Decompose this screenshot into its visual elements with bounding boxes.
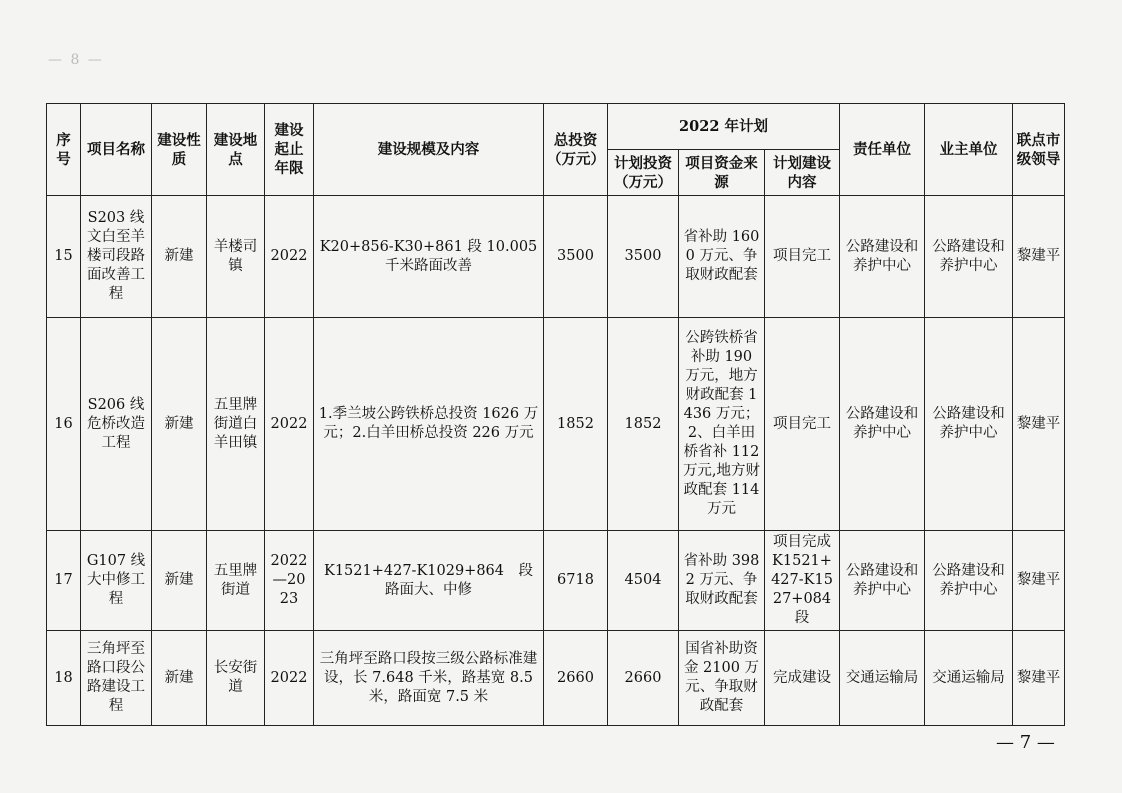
cell-period: 2022 — [265, 318, 314, 531]
cell-plan-content: 完成建设 — [765, 631, 840, 726]
cell-responsible: 公路建设和养护中心 — [840, 531, 925, 631]
cell-plan-content: 项目完工 — [765, 318, 840, 531]
cell-name: S203 线文白至羊楼司段路面改善工程 — [81, 196, 152, 318]
cell-location: 羊楼司镇 — [207, 196, 265, 318]
cell-plan-content: 项目完工 — [765, 196, 840, 318]
cell-owner: 公路建设和养护中心 — [925, 196, 1013, 318]
header-period: 建设起止年限 — [265, 104, 314, 196]
cell-fund-source: 省补助 3982 万元、争取财政配套 — [679, 531, 765, 631]
top-page-mark: — 8 — — [48, 52, 104, 68]
cell-leader: 黎建平 — [1013, 196, 1065, 318]
cell-plan-invest: 3500 — [608, 196, 679, 318]
cell-leader: 黎建平 — [1013, 318, 1065, 531]
cell-plan-content: 项目完成 K1521+427-K1527+084 段 — [765, 531, 840, 631]
cell-fund-source: 国省补助资金 2100 万元、争取财政配套 — [679, 631, 765, 726]
cell-seq: 18 — [47, 631, 81, 726]
cell-owner: 交通运输局 — [925, 631, 1013, 726]
header-responsible: 责任单位 — [840, 104, 925, 196]
cell-nature: 新建 — [152, 631, 207, 726]
cell-leader: 黎建平 — [1013, 631, 1065, 726]
cell-nature: 新建 — [152, 318, 207, 531]
project-table — [46, 103, 1065, 726]
cell-leader: 黎建平 — [1013, 531, 1065, 631]
cell-location: 长安街道 — [207, 631, 265, 726]
cell-nature: 新建 — [152, 196, 207, 318]
header-owner: 业主单位 — [925, 104, 1013, 196]
cell-seq: 15 — [47, 196, 81, 318]
cell-total-invest: 3500 — [544, 196, 608, 318]
cell-scope: K20+856-K30+861 段 10.005 千米路面改善 — [314, 196, 544, 318]
header-nature: 建设性质 — [152, 104, 207, 196]
cell-scope: K1521+427-K1029+864 段路面大、中修 — [314, 531, 544, 631]
cell-nature: 新建 — [152, 531, 207, 631]
header-plan-2022: 2022 年计划 — [608, 104, 840, 150]
header-seq: 序号 — [47, 104, 81, 196]
header-plan-invest: 计划投资（万元） — [608, 150, 679, 196]
cell-scope: 1.季兰坡公跨铁桥总投资 1626 万元；2.白羊田桥总投资 226 万元 — [314, 318, 544, 531]
header-name: 项目名称 — [81, 104, 152, 196]
cell-name: 三角坪至路口段公路建设工程 — [81, 631, 152, 726]
table-row — [47, 631, 1065, 726]
cell-name: G107 线大中修工程 — [81, 531, 152, 631]
cell-plan-invest: 4504 — [608, 531, 679, 631]
cell-plan-invest: 2660 — [608, 631, 679, 726]
cell-owner: 公路建设和养护中心 — [925, 531, 1013, 631]
cell-total-invest: 2660 — [544, 631, 608, 726]
cell-period: 2022 — [265, 196, 314, 318]
cell-owner: 公路建设和养护中心 — [925, 318, 1013, 531]
header-scope: 建设规模及内容 — [314, 104, 544, 196]
cell-period: 2022 — [265, 631, 314, 726]
cell-total-invest: 6718 — [544, 531, 608, 631]
cell-name: S206 线危桥改造工程 — [81, 318, 152, 531]
cell-responsible: 交通运输局 — [840, 631, 925, 726]
header-total-invest: 总投资（万元） — [544, 104, 608, 196]
cell-fund-source: 公跨铁桥省补助 190 万元，地方财政配套 1436 万元；2、白羊田桥省补 112 万元,地方财政配套 114 万元 — [679, 318, 765, 531]
header-plan-content: 计划建设内容 — [765, 150, 840, 196]
cell-location: 五里牌街道白羊田镇 — [207, 318, 265, 531]
cell-responsible: 公路建设和养护中心 — [840, 196, 925, 318]
header-location: 建设地点 — [207, 104, 265, 196]
cell-fund-source: 省补助 1600 万元、争取财政配套 — [679, 196, 765, 318]
cell-seq: 17 — [47, 531, 81, 631]
cell-period: 2022—2023 — [265, 531, 314, 631]
cell-location: 五里牌街道 — [207, 531, 265, 631]
table-row — [47, 531, 1065, 631]
cell-responsible: 公路建设和养护中心 — [840, 318, 925, 531]
table-row — [47, 318, 1065, 531]
cell-plan-invest: 1852 — [608, 318, 679, 531]
cell-total-invest: 1852 — [544, 318, 608, 531]
cell-scope: 三角坪至路口段按三级公路标准建设，长 7.648 千米，路基宽 8.5 米，路面宽 7.5 米 — [314, 631, 544, 726]
page-number: — 7 — — [996, 732, 1055, 753]
cell-seq: 16 — [47, 318, 81, 531]
table-row — [47, 196, 1065, 318]
header-fund-source: 项目资金来源 — [679, 150, 765, 196]
header-leader: 联点市级领导 — [1013, 104, 1065, 196]
header-row-1 — [47, 104, 1065, 150]
